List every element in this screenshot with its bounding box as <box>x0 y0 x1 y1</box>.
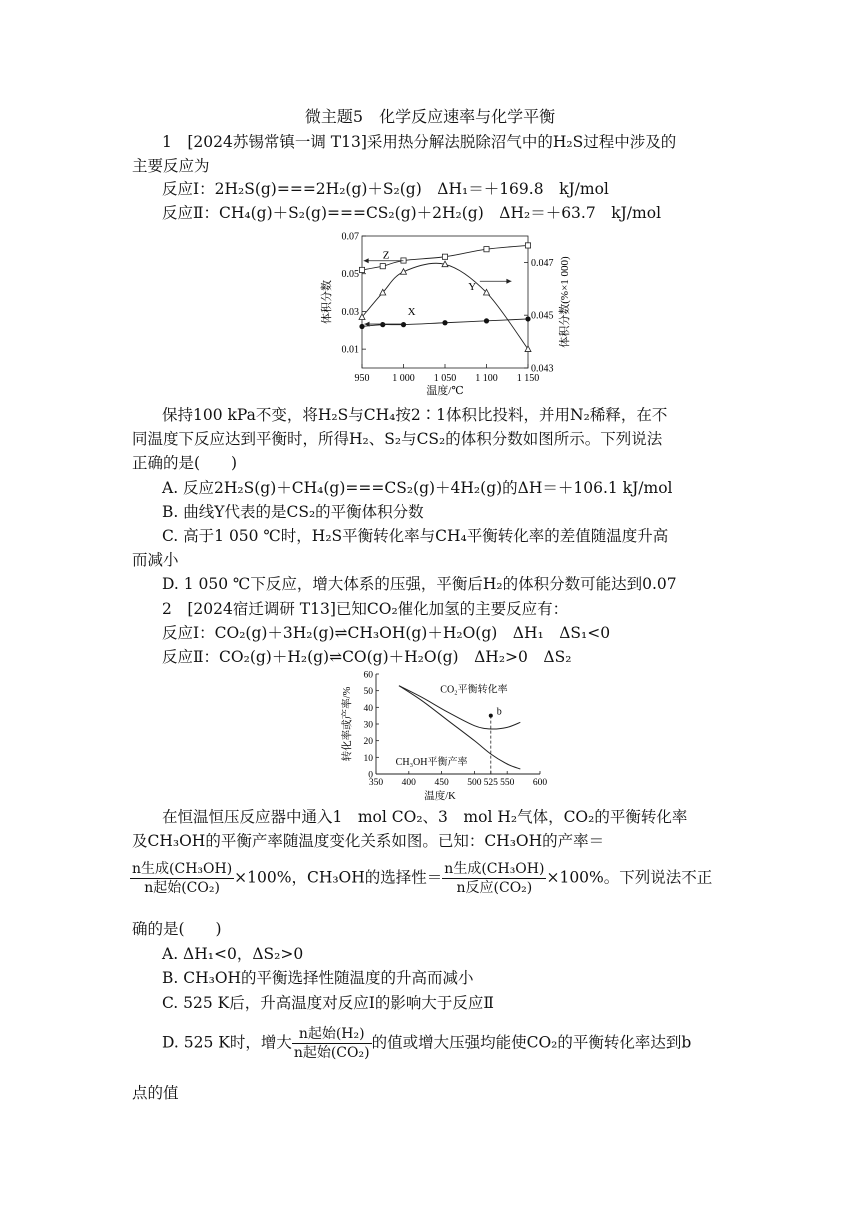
q1-option-a: A. 反应2H₂S(g)＋CH₄(g)===CS₂(g)＋4H₂(g)的ΔH＝＋106.1 kJ/mol <box>162 479 673 497</box>
x-tick-label: 600 <box>532 778 548 788</box>
q2-option-c: C. 525 K后，升高温度对反应Ⅰ的影响大于反应Ⅱ <box>162 994 494 1012</box>
y-right-axis-label: 体积分数(%×1 000) <box>559 256 571 348</box>
q1-reaction-2: 反应Ⅱ：CH₄(g)＋S₂(g)===CS₂(g)＋2H₂(g) ΔH₂＝＋63.7 kJ/mol <box>162 204 662 222</box>
x-tick-label: 400 <box>401 778 416 788</box>
series-X-point <box>525 316 530 321</box>
series-X-point <box>380 322 385 327</box>
x-tick-label: 1 150 <box>516 373 540 384</box>
fraction-denominator: n反应(CO₂) <box>456 880 533 896</box>
y-left-tick-label: 0.01 <box>341 344 359 356</box>
series-X-point <box>442 320 447 325</box>
series-Z-point <box>380 264 385 269</box>
q1-option-d: D. 1 050 ℃下反应，增大体系的压强，平衡后H₂的体积分数可能达到0.07 <box>162 575 677 593</box>
arrow-Y-head <box>506 279 511 284</box>
fraction-numerator: n生成(CH₃OH) <box>444 861 545 877</box>
chart-volume-fraction <box>318 228 580 400</box>
x-tick-label: 1 050 <box>433 373 457 384</box>
series-label-Z: Z <box>382 249 390 262</box>
y-tick-label: 40 <box>363 703 373 714</box>
q1-paragraph-line2: 同温度下反应达到平衡时，所得H₂、S₂与CS₂的体积分数如图所示。下列说法 <box>132 430 663 448</box>
q2-paragraph-line2: 及CH₃OH的平衡产率随温度变化关系如图。已知：CH₃OH的产率＝ <box>132 832 605 850</box>
y-left-tick-label: 0.05 <box>341 269 359 281</box>
q1-option-b: B. 曲线Y代表的是CS₂的平衡体积分数 <box>162 503 424 521</box>
q2-option-d-cont: 点的值 <box>132 1084 179 1102</box>
q2-stem-line1: 2 [2024宿迁调研 T13]已知CO₂催化加氢的主要反应有： <box>162 600 569 618</box>
q2-reaction-1: 反应Ⅰ：CO₂(g)＋3H₂(g)⇌CH₃OH(g)＋H₂O(g) ΔH₁ ΔS₁<0 <box>162 624 611 642</box>
selectivity-fraction <box>442 860 546 897</box>
fraction-numerator: n生成(CH₃OH) <box>132 861 233 877</box>
option-d-suffix: 的值或增大压强均能使CO₂的平衡转化率达到b <box>371 1033 692 1052</box>
fraction-denominator: n起始(CO₂) <box>293 1045 370 1061</box>
y-right-tick-label: 0.045 <box>531 310 554 322</box>
formula-tail-text: ×100%。下列说法不正 <box>546 868 713 887</box>
q1-reaction-1: 反应Ⅰ：2H₂S(g)===2H₂(g)＋S₂(g) ΔH₁＝＋169.8 kJ/mol <box>162 180 609 198</box>
fraction-numerator: n起始(H₂) <box>292 1025 372 1044</box>
chart-conversion-yield <box>340 668 570 802</box>
q1-stem-line2: 主要反应为 <box>132 157 210 175</box>
x-axis-label: 温度/K <box>424 791 456 802</box>
series-Z-point <box>484 247 489 252</box>
x-tick-label: 525 <box>483 778 498 788</box>
y-left-axis-label: 体积分数 <box>321 280 333 324</box>
arrow-Z-head <box>364 258 369 263</box>
y-left-tick-label: 0.03 <box>341 306 359 318</box>
y-tick-label: 50 <box>363 687 373 698</box>
x-tick-label: 1 000 <box>392 373 415 384</box>
series-X-point <box>484 318 489 323</box>
q2-reaction-2: 反应Ⅱ：CO₂(g)＋H₂(g)⇌CO(g)＋H₂O(g) ΔH₂>0 ΔS₂ <box>162 648 572 666</box>
formula-mid-text: ×100%，CH₃OH的选择性＝ <box>234 868 443 887</box>
yield-fraction <box>130 860 234 897</box>
q2-paragraph-line1: 在恒温恒压反应器中通入1 mol CO₂、3 mol H₂气体，CO₂的平衡转化率 <box>162 808 688 826</box>
x-axis-label: 温度/℃ <box>426 385 464 397</box>
q1-paragraph-line1: 保持100 kPa不变，将H₂S与CH₄按2∶1体积比投料，并用N₂稀释，在不 <box>162 406 668 424</box>
series-label-Y: Y <box>468 280 477 293</box>
y-tick-label: 10 <box>363 753 373 764</box>
series-X-point <box>401 322 406 327</box>
fraction-denominator: n起始(CO₂) <box>144 880 220 896</box>
series-Y-point <box>401 269 407 275</box>
series-label-co2-conversion: CO₂平衡转化率 <box>440 684 508 696</box>
y-tick-label: 30 <box>363 720 373 731</box>
series-label-ch3oh-yield: CH₃OH平衡产率 <box>395 756 468 768</box>
y-right-tick-label: 0.043 <box>531 363 554 375</box>
series-Y-line <box>362 263 528 349</box>
x-tick-label: 550 <box>500 778 515 788</box>
point-b <box>489 714 493 718</box>
y-tick-label: 60 <box>363 670 373 681</box>
q2-paragraph-line4: 确的是( ) <box>132 920 222 938</box>
series-X-point <box>359 324 364 329</box>
q2-option-b: B. CH₃OH的平衡选择性随温度的升高而减小 <box>162 969 474 987</box>
q1-stem-line1: 1 [2024苏锡常镇一调 T13]采用热分解法脱除沼气中的H₂S过程中涉及的 <box>162 133 677 151</box>
y-axis-label: 转化率或产率/% <box>342 686 353 762</box>
ratio-fraction <box>292 1025 372 1062</box>
x-tick-label: 950 <box>354 373 370 384</box>
series-Z-point <box>442 254 447 259</box>
q1-paragraph-line3: 正确的是( ) <box>132 454 238 472</box>
y-tick-label: 0 <box>368 770 373 781</box>
q2-option-d <box>162 1025 691 1062</box>
series-label-X: X <box>407 306 416 319</box>
q1-option-c: C. 高于1 050 ℃时，H₂S平衡转化率与CH₄平衡转化率的差值随温度升高 <box>162 527 669 545</box>
y-left-tick-label: 0.07 <box>341 231 359 243</box>
x-tick-label: 1 100 <box>475 373 498 384</box>
q1-option-c-cont: 而减小 <box>132 551 179 569</box>
q2-formula-line <box>130 860 712 897</box>
point-b-label: b <box>496 706 502 718</box>
y-tick-label: 20 <box>363 737 373 748</box>
x-tick-label: 500 <box>467 778 482 788</box>
x-tick-label: 350 <box>368 778 384 788</box>
y-right-tick-label: 0.047 <box>531 257 554 269</box>
q2-option-a: A. ΔH₁<0，ΔS₂>0 <box>162 945 304 963</box>
series-Z-point <box>359 267 364 272</box>
series-Z-point <box>525 243 530 248</box>
page-title: 微主题5 化学反应速率与化学平衡 <box>304 107 556 126</box>
option-d-prefix: D. 525 K时，增大 <box>162 1033 292 1052</box>
x-tick-label: 450 <box>434 778 449 788</box>
